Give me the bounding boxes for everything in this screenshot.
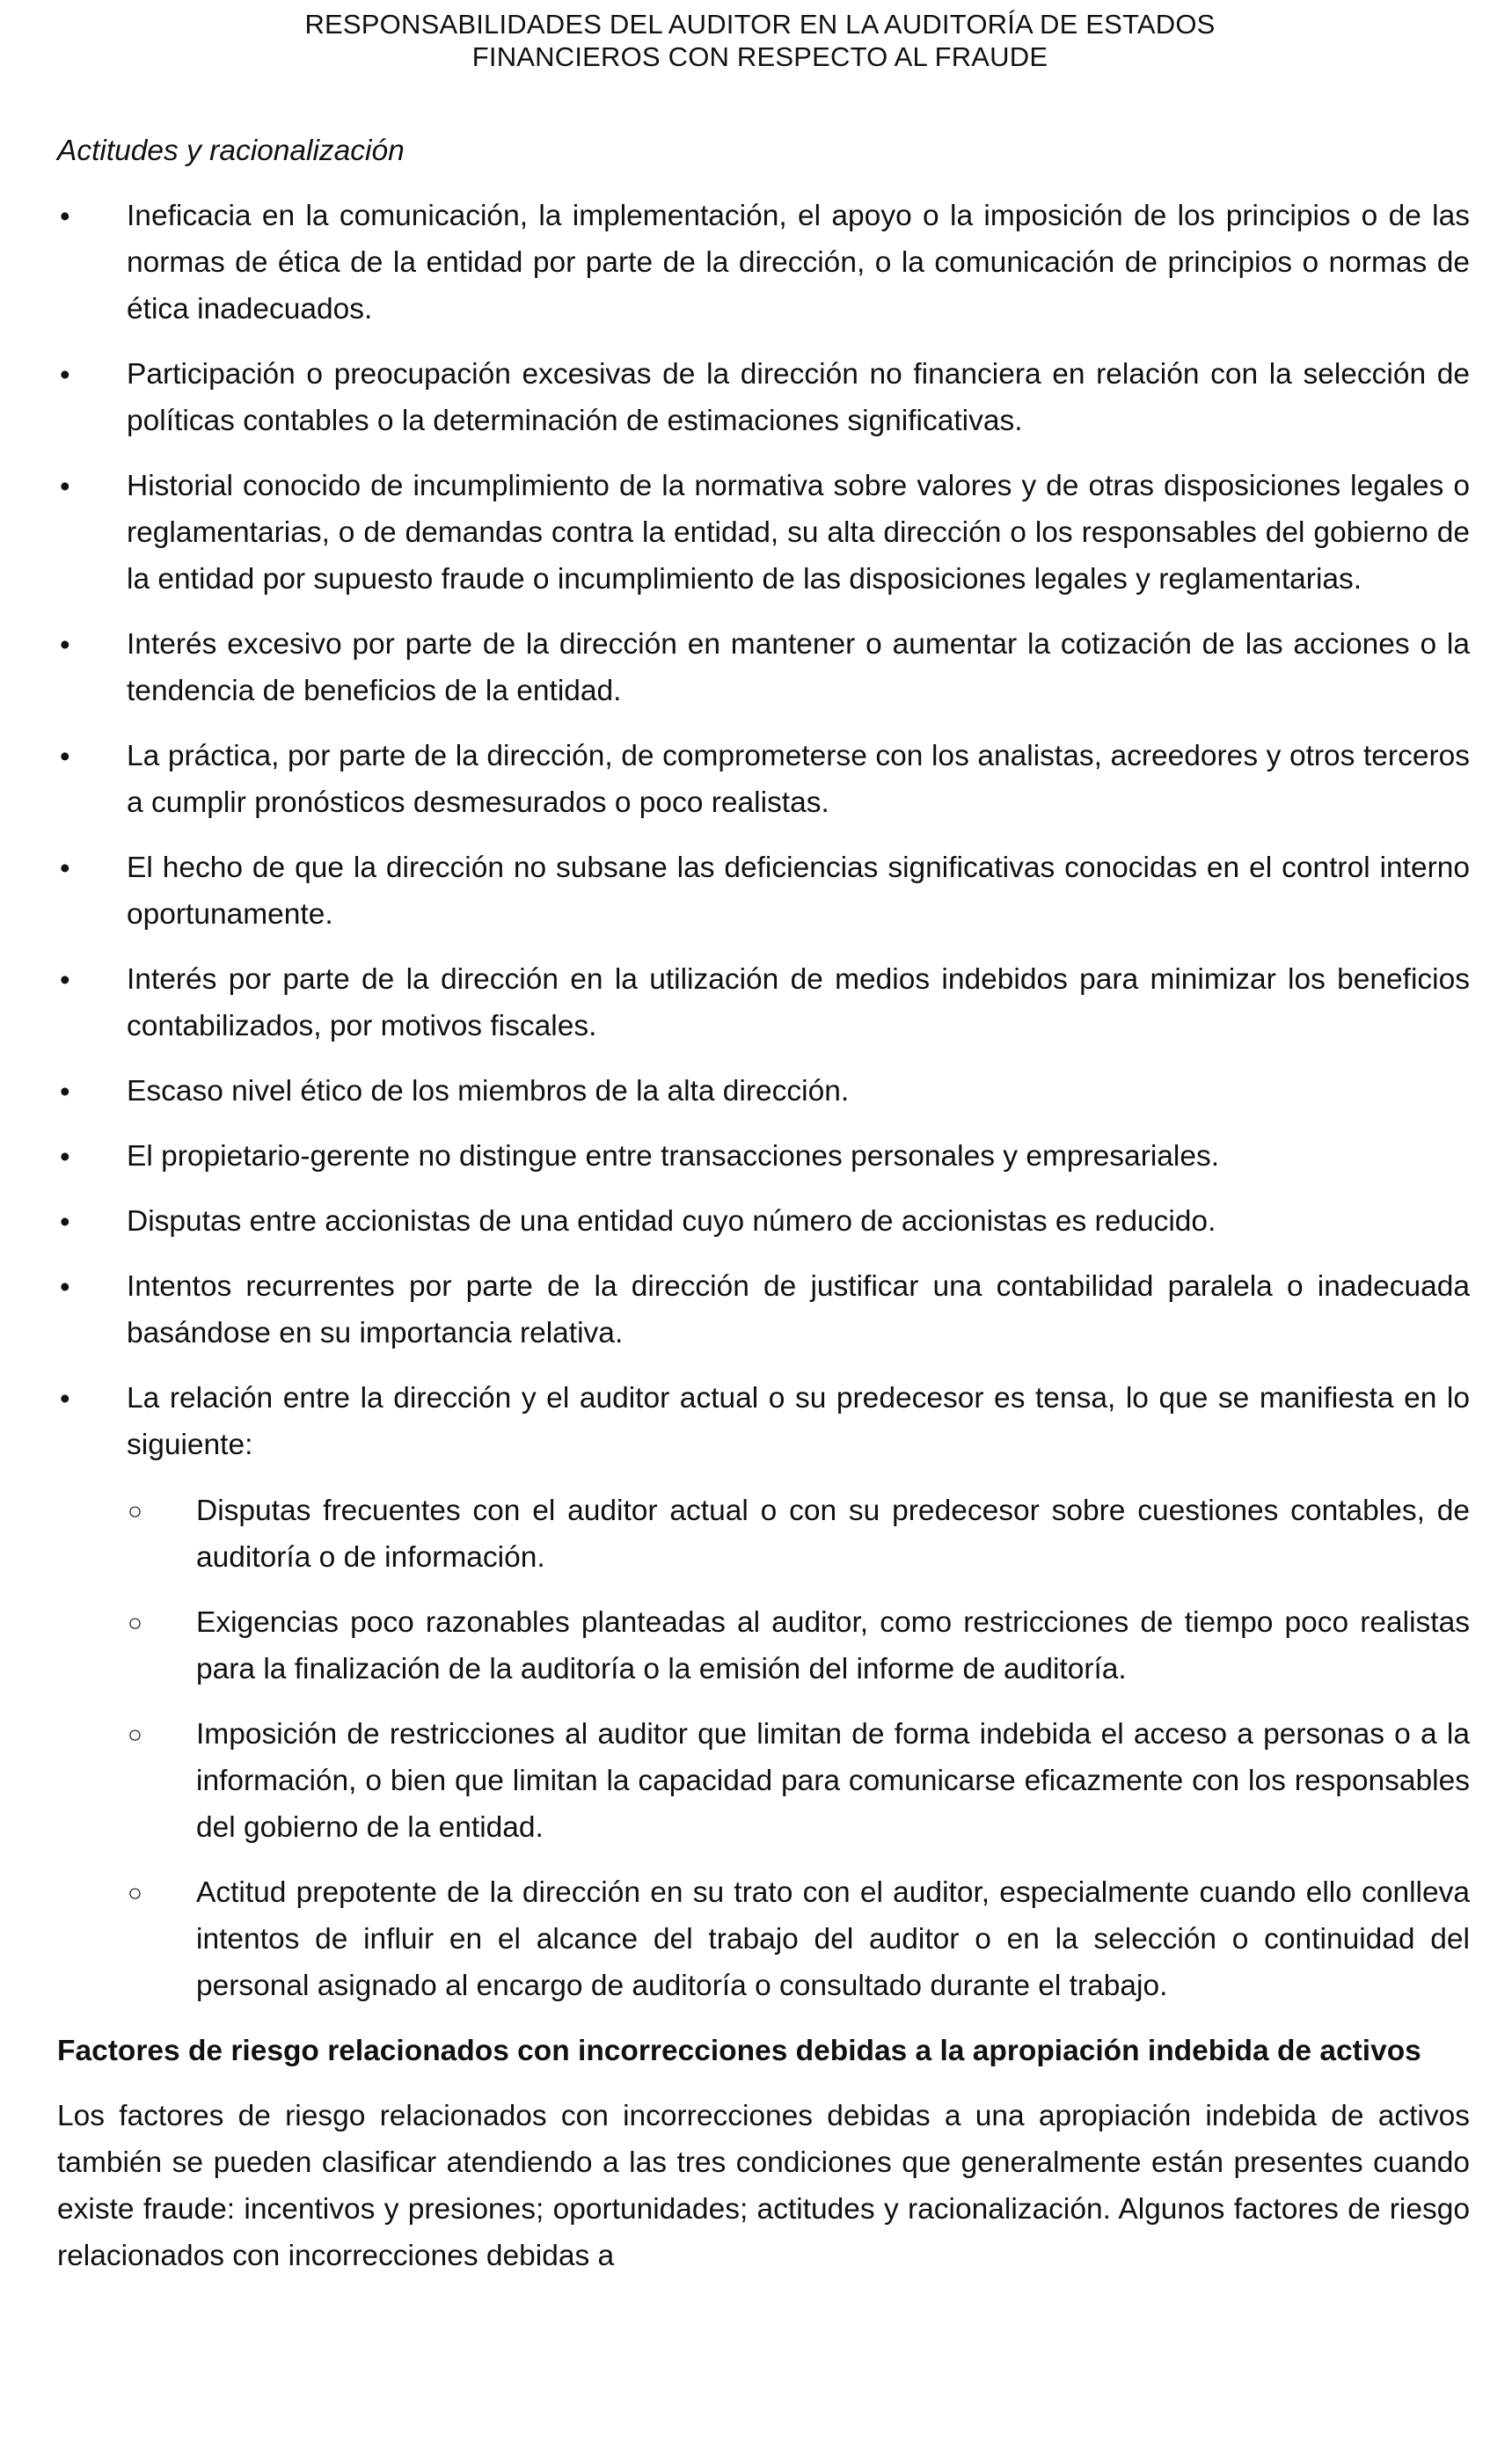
bullet-icon: • [60,628,70,661]
list-item [57,1133,1470,1180]
bullet-icon: • [60,963,70,996]
list-item [57,1198,1470,1245]
sub-list-item [127,1711,1470,1851]
header-line-1: RESPONSABILIDADES DEL AUDITOR EN LA AUDITORÍA DE ESTADOS [304,9,1216,40]
bullet-icon: • [60,200,70,232]
sub-list-item [127,1869,1470,2009]
list-item-text: La práctica, por parte de la dirección, de comprometerse con los analistas, acreedores y otros terceros a cumplir pronósticos desmesurados o poco realistas. [127,740,1470,819]
list-item [57,463,1470,603]
list-item-text: Interés por parte de la dirección en la utilización de medios indebidos para minimizar los beneficios contabilizados, por motivos fiscales. [127,963,1470,1042]
list-item-text: El hecho de que la dirección no subsane las deficiencias significativas conocidas en el control interno oportunamente. [127,852,1470,931]
factors-paragraph: Los factores de riesgo relacionados con incorrecciones debidas a una apropiación indebida de activos también se pueden clasificar atendiendo a las tres condiciones que generalmente están presentes cuando existe fraude: incentivos y presiones; oportunidades; actitudes y racionalización. Algunos factores de riesgo relacionados con incorrecciones debidas a [57,2100,1470,2272]
section-title: Actitudes y racionalización [57,135,405,167]
factors-heading: Factores de riesgo relacionados con incorrecciones debidas a la apropiación indebida de activos [57,2035,1421,2067]
bullet-icon: • [60,1075,70,1108]
list-item [57,193,1470,333]
sub-list-item [127,1599,1470,1693]
bullet-icon: • [60,358,70,391]
page-header [0,8,1512,73]
circle-bullet-icon: ○ [128,1497,142,1524]
circle-bullet-icon: ○ [128,1721,142,1748]
document-body [57,128,1470,2279]
bullet-list [57,193,1470,2009]
header-line-2: FINANCIEROS CON RESPECTO AL FRAUDE [471,41,1048,72]
list-item-text: Interés excesivo por parte de la dirección en mantener o aumentar la cotización de las acciones o la tendencia de beneficios de la entidad. [127,628,1470,707]
bullet-icon: • [60,852,70,884]
sub-bullet-list [127,1488,1470,2009]
list-item-text: Participación o preocupación excesivas de la dirección no financiera en relación con la selección de políticas contables o la determinación de estimaciones significativas. [127,358,1470,437]
list-item-text: Escaso nivel ético de los miembros de la alta dirección. [127,1075,850,1108]
circle-bullet-icon: ○ [128,1609,142,1636]
bullet-icon: • [60,1270,70,1303]
list-item [57,844,1470,938]
list-item [57,1375,1470,2009]
list-item [57,621,1470,714]
list-item-text: La relación entre la dirección y el auditor actual o su predecesor es tensa, lo que se manifiesta en lo siguiente: [127,1382,1470,1461]
list-item [57,1068,1470,1115]
sub-list-item-text: Imposición de restricciones al auditor que limitan de forma indebida el acceso a personas o a la información, o bien que limitan la capacidad para comunicarse eficazmente con los responsables del gobierno de la entidad. [196,1718,1470,1844]
bullet-icon: • [60,1140,70,1173]
list-item [57,351,1470,444]
list-item [57,1263,1470,1356]
bullet-icon: • [60,740,70,772]
sub-list-item-text: Actitud prepotente de la dirección en su trato con el auditor, especialmente cuando ello conlleva intentos de influir en el alcance del trabajo del auditor o en la selección o continuidad del personal asignado al encargo de auditoría o consultado durante el trabajo. [196,1876,1470,2002]
bullet-icon: • [60,1205,70,1238]
sub-list-item-text: Exigencias poco razonables planteadas al auditor, como restricciones de tiempo poco realistas para la finalización de la auditoría o la emisión del informe de auditoría. [196,1606,1470,1685]
list-item-text: Historial conocido de incumplimiento de la normativa sobre valores y de otras disposiciones legales o reglamentarias, o de demandas contra la entidad, su alta dirección o los responsables del gobierno de la entidad por supuesto fraude o incumplimiento de las disposiciones legales y reglamentarias. [127,470,1470,596]
bullet-icon: • [60,470,70,502]
circle-bullet-icon: ○ [128,1879,142,1906]
list-item-text: Intentos recurrentes por parte de la dirección de justificar una contabilidad paralela o inadecuada basándose en su importancia relativa. [127,1270,1470,1349]
list-item [57,956,1470,1049]
sub-list-item-text: Disputas frecuentes con el auditor actual o con su predecesor sobre cuestiones contables, de auditoría o de información. [196,1495,1470,1574]
list-item-text: Disputas entre accionistas de una entidad cuyo número de accionistas es reducido. [127,1205,1216,1238]
sub-list-item [127,1488,1470,1581]
list-item-text: Ineficacia en la comunicación, la implementación, el apoyo o la imposición de los principios o de las normas de ética de la entidad por parte de la dirección, o la comunicación de principios o normas de ética inadecuados. [127,200,1470,325]
bullet-icon: • [60,1382,70,1415]
list-item [57,733,1470,826]
list-item-text: El propietario-gerente no distingue entre transacciones personales y empresariales. [127,1140,1220,1173]
